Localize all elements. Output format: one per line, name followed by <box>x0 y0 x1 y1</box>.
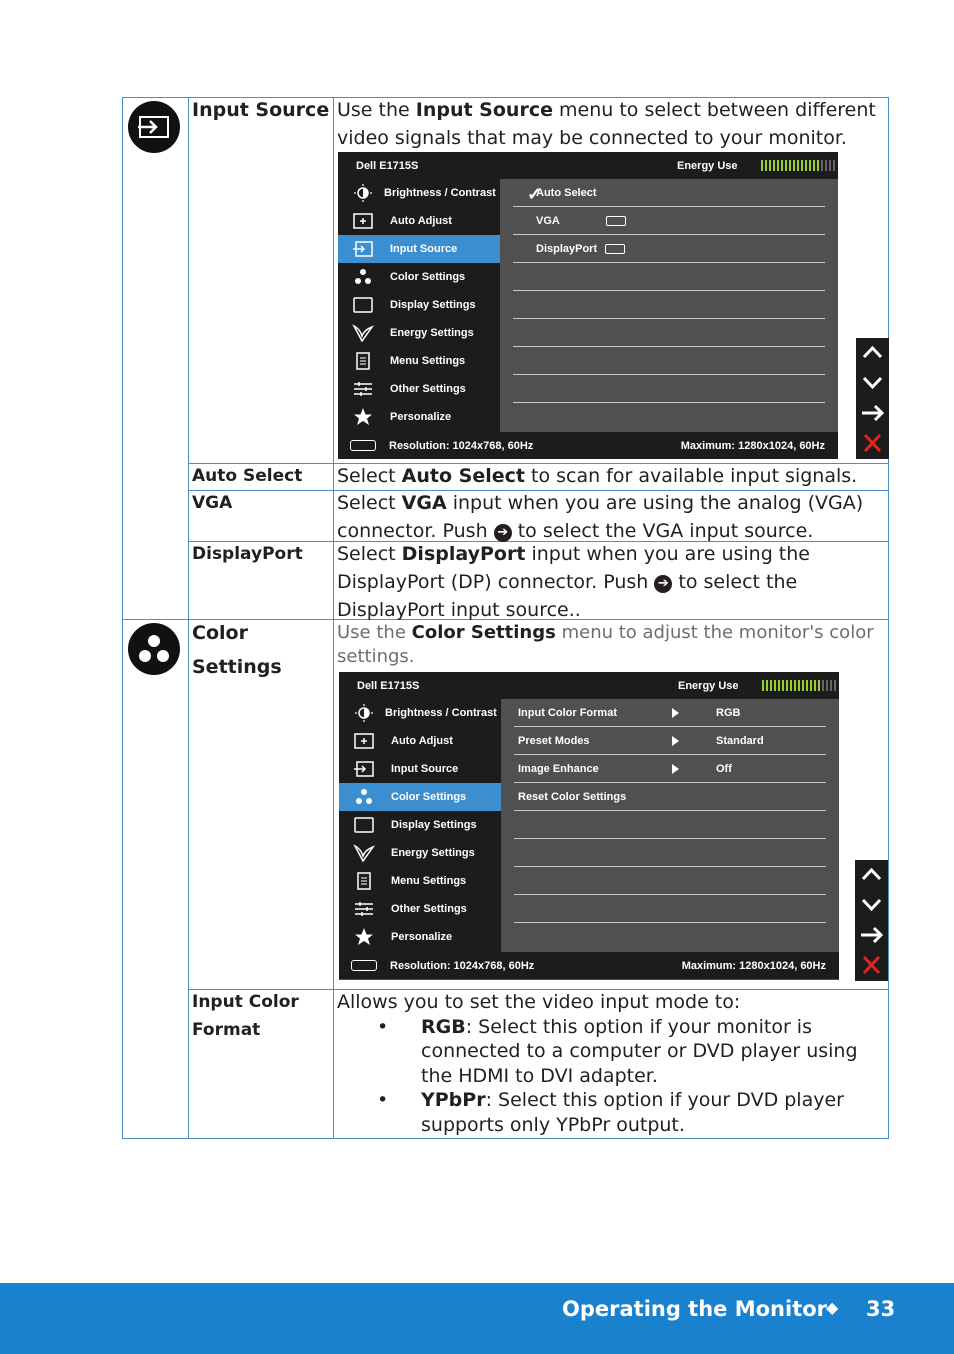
resolution-icon <box>351 960 377 971</box>
osd-menu-color-settings[interactable] <box>339 783 501 811</box>
input-color-format-desc <box>337 990 882 1137</box>
osd-color-settings <box>339 672 839 980</box>
table-border-left <box>122 97 123 1139</box>
color-settings-term: Color Settings <box>192 622 282 678</box>
energy-meter <box>762 680 838 691</box>
page-footer <box>0 1283 954 1354</box>
osd-menu-label: Color Settings <box>390 271 466 283</box>
osd-option-label: Input Color Format <box>518 707 617 719</box>
input-source-icon <box>352 240 374 258</box>
arrow-circle-icon: ➔ <box>654 575 672 593</box>
osd-option-image-enhance[interactable] <box>514 755 826 783</box>
input-source-icon <box>128 101 180 153</box>
osd-menu-label: Color Settings <box>391 791 467 803</box>
arrow-right-icon <box>855 920 888 950</box>
chevron-down-icon <box>855 890 888 920</box>
other-settings-icon <box>352 380 374 398</box>
display-settings-icon <box>353 816 375 834</box>
osd-keys <box>856 338 889 459</box>
osd-menu-other-settings[interactable] <box>339 895 501 923</box>
osd-menu-label: Auto Adjust <box>390 215 452 227</box>
auto-select-term: Auto Select <box>192 466 303 486</box>
color-settings-icon <box>352 268 374 286</box>
osd-option-input-color-format[interactable] <box>514 699 826 727</box>
osd-model: Dell E1715S <box>357 680 420 692</box>
page-number: 33 <box>866 1297 896 1321</box>
close-icon <box>855 950 888 980</box>
close-icon <box>856 428 889 458</box>
osd-menu-label: Auto Adjust <box>391 735 453 747</box>
osd-option-empty <box>514 811 826 839</box>
vga-port-icon <box>606 216 626 226</box>
osd-option-label: VGA <box>536 215 560 227</box>
auto-adjust-icon <box>352 212 374 230</box>
osd-menu-menu-settings[interactable] <box>338 347 500 375</box>
energy-leaf-icon <box>352 324 374 342</box>
osd-menu-personalize[interactable] <box>338 403 500 431</box>
osd-menu-label: Input Source <box>390 243 458 255</box>
list-item: • YPbPr: Select this option if your DVD player supports only YPbPr output. <box>337 1088 882 1137</box>
input-source-icon <box>353 760 375 778</box>
osd-menu-energy-settings[interactable] <box>339 839 501 867</box>
enter-key[interactable] <box>855 920 888 950</box>
osd-option-empty <box>513 291 825 319</box>
down-key[interactable] <box>856 368 889 398</box>
osd-menu-label: Brightness / Contrast <box>385 707 497 719</box>
osd-menu-label: Menu Settings <box>391 875 467 887</box>
osd-maximum: Maximum: 1280x1024, 60Hz <box>681 960 826 972</box>
section-title: Operating the Monitor <box>562 1297 828 1321</box>
osd-option-label: DisplayPort <box>536 243 598 255</box>
osd-keys <box>855 860 888 981</box>
osd-resolution: Resolution: 1024x768, 60Hz <box>390 960 535 972</box>
checkmark-icon: ✓ <box>527 184 543 204</box>
input-source-term: Input Source <box>192 99 330 121</box>
col-divider-1 <box>188 97 189 1139</box>
brightness-icon <box>352 184 374 202</box>
osd-option-empty <box>514 839 826 867</box>
up-key[interactable] <box>855 860 888 890</box>
osd-option-label: Image Enhance <box>518 763 599 775</box>
color-settings-desc: Use the Color Settings menu to adjust the monitor's color settings. <box>337 622 874 667</box>
auto-adjust-icon <box>353 732 375 750</box>
color-settings-icon <box>353 788 375 806</box>
osd-menu-brightness[interactable] <box>338 179 500 207</box>
osd-menu-auto-adjust[interactable] <box>339 727 501 755</box>
osd-menu-label: Personalize <box>390 411 452 423</box>
displayport-icon <box>605 244 625 254</box>
osd-menu-label: Display Settings <box>391 819 477 831</box>
osd-option-preset-modes[interactable] <box>514 727 826 755</box>
osd-option-vga[interactable] <box>513 207 825 235</box>
osd-menu-label: Input Source <box>391 763 459 775</box>
table-border-right-lower <box>888 619 889 1139</box>
osd-option-label: Preset Modes <box>518 735 590 747</box>
input-color-format-term: Input Color Format <box>192 992 299 1040</box>
osd-option-value: RGB <box>716 707 741 719</box>
osd-menu-label: Other Settings <box>391 903 467 915</box>
osd-resolution: Resolution: 1024x768, 60Hz <box>389 440 534 452</box>
osd-menu-display-settings[interactable] <box>338 291 500 319</box>
osd-option-empty <box>513 263 825 291</box>
triangle-right-icon <box>672 736 679 746</box>
osd-bottom-bar <box>339 952 839 979</box>
table-border-bottom <box>122 1138 889 1139</box>
osd-option-reset-color[interactable] <box>514 783 826 811</box>
chevron-up-icon <box>856 338 889 368</box>
chevron-down-icon <box>856 368 889 398</box>
input-color-format-list <box>337 1015 882 1138</box>
down-key[interactable] <box>855 890 888 920</box>
resolution-icon <box>350 440 376 451</box>
displayport-term: DisplayPort <box>192 544 303 564</box>
osd-option-empty <box>513 347 825 375</box>
osd-option-empty <box>513 319 825 347</box>
arrow-right-icon <box>856 398 889 428</box>
osd-option-value: Standard <box>716 735 764 747</box>
energy-meter <box>761 160 837 171</box>
osd-menu <box>338 179 500 432</box>
exit-key[interactable] <box>855 950 888 980</box>
osd-energy-label: Energy Use <box>677 160 738 172</box>
osd-menu-label: Energy Settings <box>390 327 474 339</box>
menu-settings-icon <box>352 352 374 370</box>
exit-key[interactable] <box>856 428 889 458</box>
osd-option-value: Off <box>716 763 732 775</box>
triangle-right-icon <box>672 708 679 718</box>
osd-bottom-bar <box>338 432 838 459</box>
star-icon <box>352 408 374 426</box>
osd-option-displayport[interactable] <box>513 235 825 263</box>
up-key[interactable] <box>856 338 889 368</box>
osd-model: Dell E1715S <box>356 160 419 172</box>
osd-menu <box>339 699 501 952</box>
vga-term: VGA <box>192 493 233 513</box>
display-settings-icon <box>352 296 374 314</box>
arrow-circle-icon: ➔ <box>494 524 512 542</box>
osd-top-bar <box>338 152 838 179</box>
vga-desc: Select VGA input when you are using the analog (VGA) connector. Push ➔ to select the VGA input source. <box>337 492 864 542</box>
osd-menu-color-settings[interactable] <box>338 263 500 291</box>
enter-key[interactable] <box>856 398 889 428</box>
other-settings-icon <box>353 900 375 918</box>
osd-menu-other-settings[interactable] <box>338 375 500 403</box>
input-color-format-intro: Allows you to set the video input mode to: <box>337 991 741 1013</box>
osd-option-label: Auto Select <box>536 187 597 199</box>
osd-input-source <box>338 152 838 459</box>
osd-menu-input-source[interactable] <box>339 755 501 783</box>
star-icon <box>353 928 375 946</box>
osd-option-label: Reset Color Settings <box>518 791 627 803</box>
osd-menu-brightness[interactable] <box>339 699 501 727</box>
osd-option-empty <box>514 867 826 895</box>
osd-option-auto-select[interactable] <box>513 179 825 207</box>
color-settings-icon <box>128 623 180 675</box>
osd-menu-label: Display Settings <box>390 299 476 311</box>
auto-select-desc: Select Auto Select to scan for available input signals. <box>337 465 858 487</box>
osd-menu-label: Menu Settings <box>390 355 466 367</box>
osd-menu-auto-adjust[interactable] <box>338 207 500 235</box>
energy-leaf-icon <box>353 844 375 862</box>
col-divider-2 <box>333 97 334 1139</box>
osd-menu-label: Energy Settings <box>391 847 475 859</box>
displayport-desc: Select DisplayPort input when you are using the DisplayPort (DP) connector. Push ➔ to select the DisplayPort input source.. <box>337 543 810 621</box>
osd-option-empty <box>513 375 825 403</box>
osd-top-bar <box>339 672 839 699</box>
osd-menu-label: Other Settings <box>390 383 466 395</box>
menu-settings-icon <box>353 872 375 890</box>
osd-menu-menu-settings[interactable] <box>339 867 501 895</box>
osd-menu-display-settings[interactable] <box>339 811 501 839</box>
osd-menu-input-source[interactable] <box>338 235 500 263</box>
osd-menu-personalize[interactable] <box>339 923 501 951</box>
osd-menu-label: Personalize <box>391 931 453 943</box>
chevron-up-icon <box>855 860 888 890</box>
osd-option-empty <box>514 895 826 923</box>
osd-maximum: Maximum: 1280x1024, 60Hz <box>680 440 825 452</box>
diamond-icon: ◆ <box>826 1298 839 1317</box>
input-source-desc: Use the Input Source menu to select between different video signals that may be connected to your monitor. <box>337 99 876 149</box>
osd-energy-label: Energy Use <box>678 680 739 692</box>
list-item: • RGB: Select this option if your monitor is connected to a computer or DVD player using the HDMI to DVI adapter. <box>337 1015 882 1089</box>
triangle-right-icon <box>672 764 679 774</box>
brightness-icon <box>353 704 375 722</box>
osd-menu-energy-settings[interactable] <box>338 319 500 347</box>
osd-menu-label: Brightness / Contrast <box>384 187 496 199</box>
